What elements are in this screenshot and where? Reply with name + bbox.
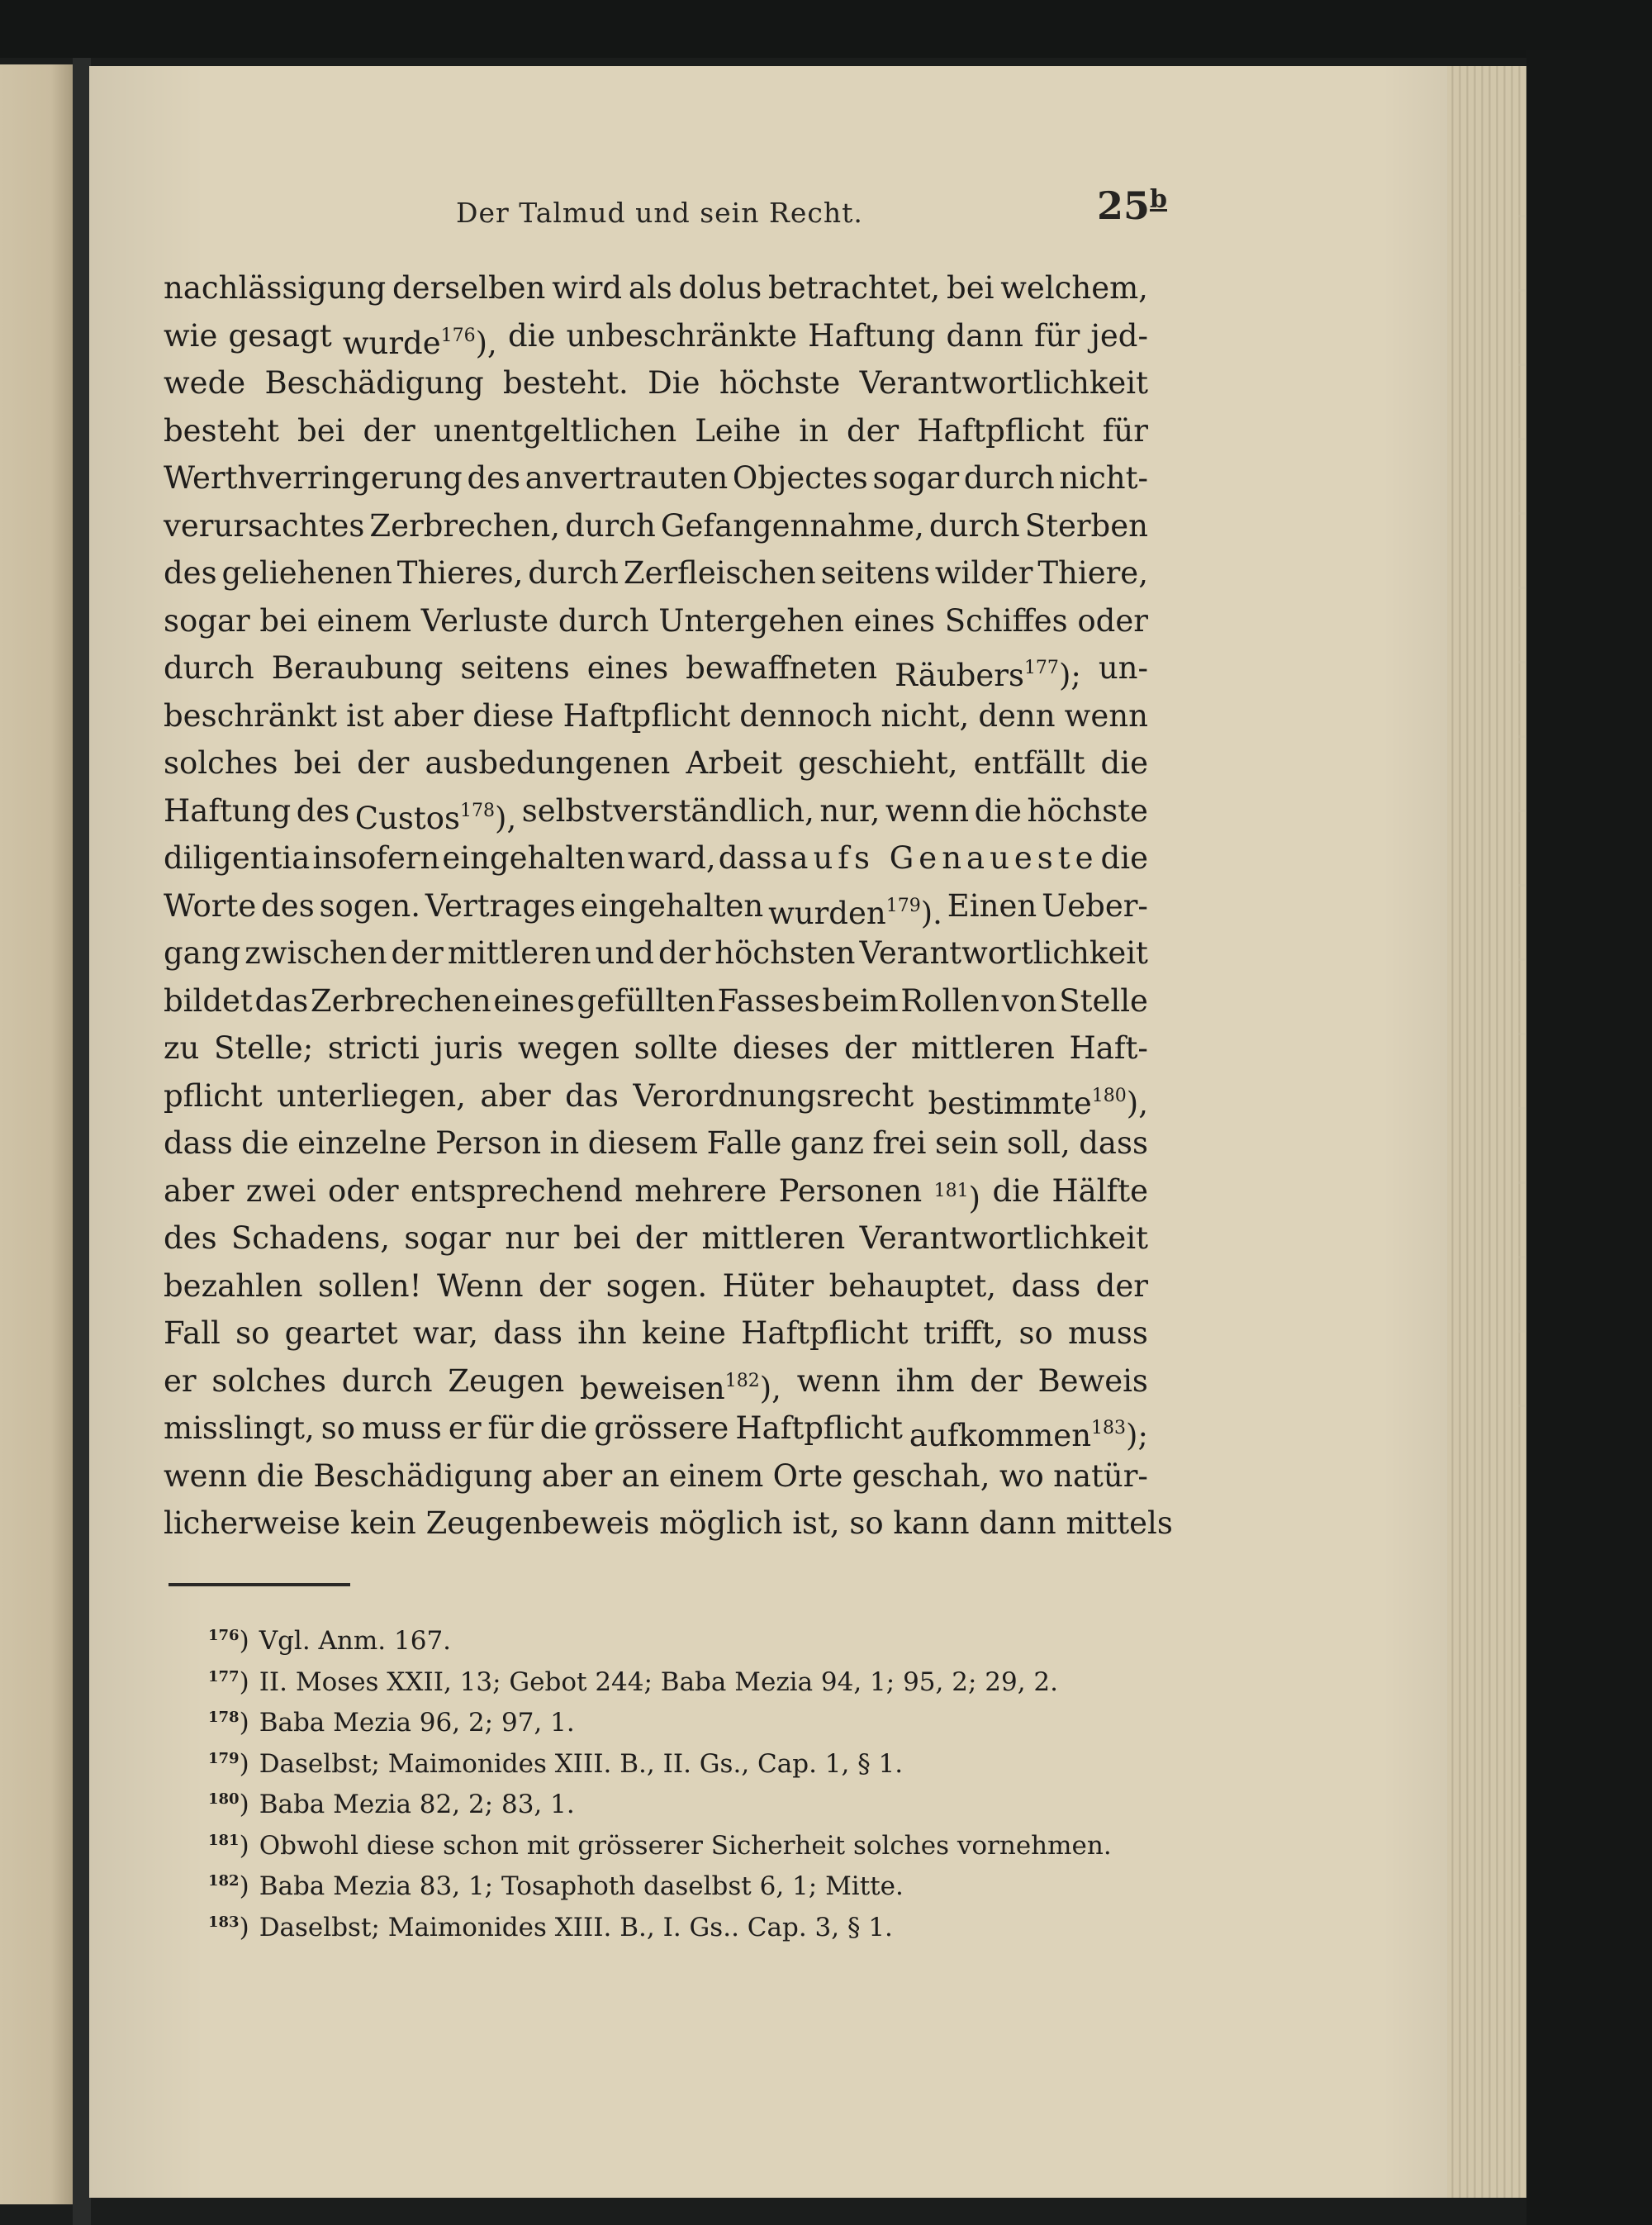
text-line-15: gang zwischen der mittleren und der höchsten Verantwortlichkeit bbox=[164, 935, 1148, 971]
text-line-24: er solches durch Zeugen beweisen$^{182}$), wenn ihm der Beweis bbox=[164, 1362, 1148, 1406]
footnote-180: $^{180}$) Baba Mezia 82, 2; 83, 1. bbox=[208, 1790, 575, 1819]
facing-page-edge bbox=[0, 64, 73, 2204]
text-line-26: wenn die Beschädigung aber an einem Orte geschah, wo natür- bbox=[164, 1457, 1148, 1494]
book-cover-right bbox=[1526, 50, 1652, 2225]
body-text bbox=[164, 264, 1173, 1548]
text-line-7: des geliehenen Thieres, durch Zerfleischen seitens wilder Thiere, bbox=[164, 555, 1148, 591]
page-number-value: 25 bbox=[1097, 183, 1151, 228]
footnote-182: $^{182}$) Baba Mezia 83, 1; Tosaphoth daselbst 6, 1; Mitte. bbox=[208, 1871, 904, 1901]
footnote-ref-179: 179 bbox=[885, 895, 921, 916]
footnote-ref-178: 178 bbox=[460, 800, 496, 821]
footnote-179: $^{179}$) Daselbst; Maimonides XIII. B., II. Gs., Cap. 1, § 1. bbox=[208, 1748, 904, 1779]
text-line-25: misslingt, so muss er für die grössere Haftpflicht aufkommen$^{183}$); bbox=[164, 1410, 1148, 1453]
text-line-18: pflicht unterliegen, aber das Verordnungsrecht bestimmte$^{180}$), bbox=[164, 1077, 1148, 1121]
text-line-16: bildet das Zerbrechen eines gefüllten Fasses beim Rollen von Stelle bbox=[164, 982, 1148, 1019]
page-number bbox=[1097, 183, 1167, 228]
text-line-19: dass die einzelne Person in diesem Falle ganz frei sein soll, dass bbox=[164, 1125, 1148, 1161]
footnote-text: II. Moses XXII, 13; Gebot 244; Baba Mezia 94, 1; 95, 2; 29, 2. bbox=[259, 1666, 1058, 1697]
text-line-5: Werthverringerung des anvertrauten Objectes sogar durch nicht- bbox=[164, 460, 1148, 496]
footnote-ref-183: 183 bbox=[1091, 1418, 1127, 1438]
footnote-178: $^{178}$) Baba Mezia 96, 2; 97, 1. bbox=[208, 1708, 575, 1738]
text-line-27 bbox=[164, 1500, 1173, 1548]
book-cover-top bbox=[0, 0, 1652, 58]
footnote-ref-177: 177 bbox=[1023, 658, 1059, 678]
running-head: Der Talmud und sein Recht. bbox=[456, 197, 863, 229]
footnote-text: Baba Mezia 82, 2; 83, 1. bbox=[259, 1790, 575, 1819]
text-line-4: besteht bei der unentgeltlichen Leihe in der Haftpflicht für bbox=[164, 412, 1148, 449]
text-line-23: Fall so geartet war, dass ihn keine Haftpflicht trifft, so muss bbox=[164, 1315, 1148, 1351]
footnote-text: Daselbst; Maimonides XIII. B., II. Gs., Cap. 1, § 1. bbox=[259, 1748, 904, 1779]
text-line-8: sogar bei einem Verluste durch Untergehen eines Schiffes oder bbox=[164, 602, 1148, 639]
page-edge-marks bbox=[1518, 215, 1526, 1454]
emphasized-text: aufs Genaueste bbox=[790, 840, 1099, 876]
text-line-2: wie gesagt wurde$^{176}$), die unbeschränkte Haftung dann für jed- bbox=[164, 317, 1148, 361]
footnote-number: 176 bbox=[208, 1627, 240, 1644]
footnote-ref-176: 176 bbox=[440, 325, 476, 346]
text-line-20: aber zwei oder entsprechend mehrere Personen $^{181}$) die Hälfte bbox=[164, 1172, 1148, 1216]
text-line-14: Worte des sogen. Vertrages eingehalten wurden$^{179}$). Einen Ueber- bbox=[164, 887, 1148, 931]
footnote-number: 180 bbox=[208, 1790, 240, 1808]
footnote-text: Obwohl diese schon mit grösserer Sicherheit solches vornehmen. bbox=[259, 1830, 1112, 1861]
footnote-ref-181: 181 bbox=[933, 1180, 969, 1201]
footnote-rule bbox=[169, 1583, 350, 1586]
footnote-177: $^{177}$) II. Moses XXII, 13; Gebot 244; Baba Mezia 94, 1; 95, 2; 29, 2. bbox=[208, 1666, 1058, 1697]
text-line-13: diligentia insofern eingehalten ward, dass aufs Genaueste die bbox=[164, 840, 1148, 876]
text-line-10: beschränkt ist aber diese Haftpflicht dennoch nicht, denn wenn bbox=[164, 697, 1148, 734]
text-line-12: Haftung des Custos$^{178}$), selbstverständlich, nur, wenn die höchste bbox=[164, 792, 1148, 836]
text-line-9: durch Beraubung seitens eines bewaffneten Räubers$^{177}$); un- bbox=[164, 650, 1148, 693]
footnote-ref-182: 182 bbox=[724, 1370, 760, 1391]
text-line-6: verursachtes Zerbrechen, durch Gefangennahme, durch Sterben bbox=[164, 507, 1148, 544]
text-line-11: solches bei der ausbedungenen Arbeit geschieht, entfällt die bbox=[164, 745, 1148, 781]
text-line-21: des Schadens, sogar nur bei der mittleren Verantwortlichkeit bbox=[164, 1220, 1148, 1256]
footnote-183: $^{183}$) Daselbst; Maimonides XIII. B., I. Gs.. Cap. 3, § 1. bbox=[208, 1912, 893, 1942]
page-fore-edge bbox=[1447, 66, 1526, 2198]
text-line-3: wede Beschädigung besteht. Die höchste Verantwortlichkeit bbox=[164, 365, 1148, 401]
footnote-number: 183 bbox=[208, 1913, 240, 1931]
footnote-176: $^{176}$) Vgl. Anm. 167. bbox=[208, 1626, 452, 1656]
footnote-text: Vgl. Anm. 167. bbox=[259, 1626, 452, 1656]
text-line-17: zu Stelle; stricti juris wegen sollte dieses der mittleren Haft- bbox=[164, 1030, 1148, 1066]
footnote-ref-180: 180 bbox=[1091, 1085, 1127, 1106]
footnote-text: Baba Mezia 96, 2; 97, 1. bbox=[259, 1708, 575, 1738]
book-gutter bbox=[73, 58, 91, 2225]
line-text: licherweise kein Zeugenbeweis möglich ist, so kann dann mittels bbox=[164, 1505, 1173, 1541]
text-line-22: bezahlen sollen! Wenn der sogen. Hüter behauptet, dass der bbox=[164, 1267, 1148, 1304]
footnote-number: 182 bbox=[208, 1872, 240, 1890]
footnote-text: Daselbst; Maimonides XIII. B., I. Gs.. Cap. 3, § 1. bbox=[259, 1912, 893, 1942]
footnote-number: 179 bbox=[208, 1749, 240, 1767]
text-line-1: nachlässigung derselben wird als dolus betrachtet, bei welchem, bbox=[164, 270, 1148, 306]
footnote-181: $^{181}$) Obwohl diese schon mit grösserer Sicherheit solches vornehmen. bbox=[208, 1830, 1112, 1861]
footnotes bbox=[208, 1615, 1166, 1942]
footnote-number: 177 bbox=[208, 1667, 240, 1685]
footnote-text: Baba Mezia 83, 1; Tosaphoth daselbst 6, 1; Mitte. bbox=[259, 1871, 904, 1901]
footnote-number: 178 bbox=[208, 1709, 240, 1726]
page-number-suffix: b bbox=[1150, 185, 1167, 214]
footnote-number: 181 bbox=[208, 1831, 240, 1849]
